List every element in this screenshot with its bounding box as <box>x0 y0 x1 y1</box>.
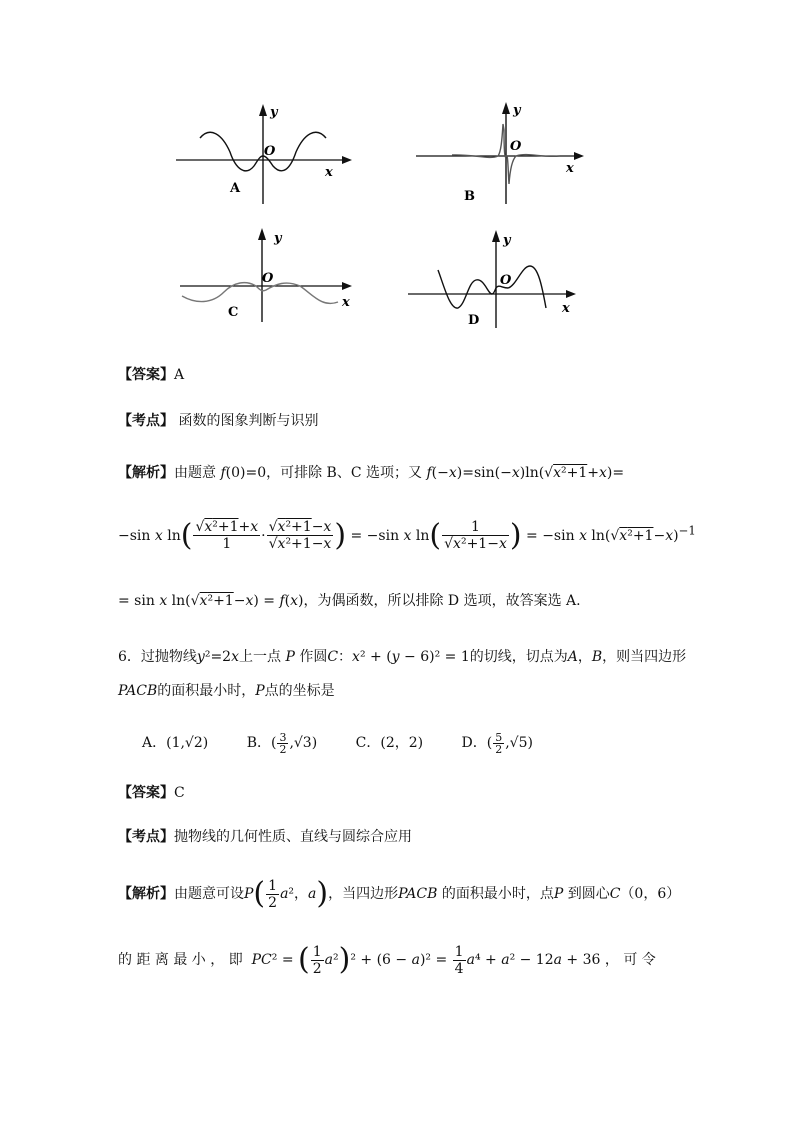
q6-stem-c: 作圆 <box>299 649 328 665</box>
q6-quad-name: PACB <box>118 683 158 699</box>
graph-a-letter: A <box>230 181 241 196</box>
graph-a-y-label: y <box>270 105 278 120</box>
q6-option-c[interactable]: C．(2，2) <box>355 735 424 751</box>
q6-option-a[interactable]: A．(1,√2) <box>142 735 209 751</box>
q5-answer-line <box>118 364 184 386</box>
q5-jiexi-label: 【解析】 <box>118 465 174 481</box>
q6-stem-d: 的切线，切点为 <box>469 649 568 665</box>
q6-stem-line-1: 6．过抛物线y²=2x上一点 P 作圆C：x² + (y − 6)² = 1的切线，切点为A，B，则当四边形 <box>118 649 687 665</box>
q5-jiexi-line-3 <box>118 590 581 612</box>
q6-jiexi-text-5: （0，6） <box>620 886 681 902</box>
q5-jiexi-line-1 <box>118 462 624 484</box>
q6-stem-b: 上一点 <box>239 649 281 665</box>
q6-stem-line-2: PACB的面积最小时，P点的坐标是 <box>118 683 335 699</box>
q6-jiexi-line-1: 【解析】由题意可设P( $\frac{1}{2}$ a²，a)，当四边形PACB 的面积最小时，点P 到圆心C（0，6） <box>118 876 681 911</box>
q5-kaodian-line <box>118 410 318 432</box>
q6-option-b[interactable]: B．( $\frac{3}{2}$ ,√3) <box>246 730 318 756</box>
q6-jiexi-text-1: 由题意可设 <box>174 886 244 902</box>
graph-d-x-label: x <box>562 301 570 316</box>
q5-formula-f0: f(0)=0 <box>220 465 267 481</box>
graph-b-origin-label: O <box>510 139 522 154</box>
q5-jiexi-text-1: 由题意 <box>174 465 216 481</box>
graph-d-origin-label: O <box>500 273 512 288</box>
q6-circle: C：x² + (y − 6)² = 1 <box>327 649 470 665</box>
graph-d <box>404 224 584 334</box>
q5-answer-label: 【答案】 <box>118 367 174 383</box>
q6-options <box>142 730 567 756</box>
graph-b-y-label: y <box>513 103 521 118</box>
graph-d-letter: D <box>468 313 480 328</box>
q6-formula-pc: PC² = ( $\frac{1}{2}$ a²)² + (6 − a)² = $\frac{1}{4}$ a⁴ + a² − 12a + 36 <box>251 942 601 977</box>
q6-stem2-b: 点的坐标是 <box>264 683 335 699</box>
graph-c-letter: C <box>228 305 239 320</box>
q6-parabola: y²=2x <box>196 649 239 665</box>
q6-jiexi-text-3: 的面积最小时，点 <box>441 886 554 902</box>
graph-c-y-label: y <box>274 231 282 246</box>
q6-point-p: P <box>285 649 295 665</box>
graph-b-x-label: x <box>566 161 574 176</box>
q6-kaodian-label: 【考点】 <box>118 829 174 845</box>
graph-b <box>412 100 592 210</box>
q6-kaodian: 抛物线的几何性质、直线与圆综合应用 <box>174 829 412 845</box>
graph-c <box>176 222 360 332</box>
q6-number: 6．过抛物线 <box>118 649 197 665</box>
q6-jiexi-text-2: ，当四边形 <box>328 886 399 902</box>
q5-kaodian: 函数的图象判断与识别 <box>178 413 319 429</box>
q5-jiexi-line-2 <box>118 510 696 553</box>
graph-a-origin-label: O <box>264 144 276 159</box>
q6-answer: C <box>174 785 185 801</box>
q5-formula-f-neg-x: f(−x)=sin(−x)ln(√x²+1+x)= <box>426 465 625 481</box>
q5-formula-step-3: = sin x ln(√x²+1−x) = f(x) <box>118 593 304 609</box>
q6-jiexi-text-6: 的 距 离 最 小 ， 即 <box>118 952 243 968</box>
q6-answer-line <box>118 782 185 804</box>
q6-jiexi-text-4: 到圆心 <box>567 886 610 902</box>
q5-jiexi-text-2: ，可排除 B、C 选项；又 <box>266 465 423 481</box>
q6-stem2: 的面积最小时， <box>157 683 256 699</box>
q5-jiexi-text-3: ，为偶函数，所以排除 D 选项，故答案选 A. <box>303 593 581 609</box>
q6-formula-p: P( $\frac{1}{2}$ a²，a) <box>244 876 329 911</box>
q6-kaodian-line <box>118 826 412 848</box>
q6-jiexi-label: 【解析】 <box>118 886 174 902</box>
q6-option-d[interactable]: D．( $\frac{5}{2}$ ,√5) <box>461 730 533 756</box>
graph-c-origin-label: O <box>262 271 274 286</box>
graph-d-y-label: y <box>503 233 511 248</box>
q6-jiexi-text-7: ， 可 令 <box>604 952 656 968</box>
graph-a <box>170 100 360 210</box>
q5-kaodian-label: 【考点】 <box>118 413 174 429</box>
q6-jiexi-line-2 <box>118 940 656 980</box>
q6-stem-e: ，则当四边形 <box>602 649 687 665</box>
graph-c-x-label: x <box>342 295 350 310</box>
q6-tangent-points: A <box>567 649 578 665</box>
graph-b-letter: B <box>464 189 475 204</box>
q5-formula-step-2: −sin x ln( $\frac{\text{√x²+1+x}}{1}$ · $\frac{\text{√x²+1−x}}{\text{√x²+1−x}}$ ) = −sin x ln( $\frac{1}{\text{√x²+1−x}}$ ) = −sin x $\ln(√x^2+1-x)^{-1}$ <box>118 517 696 553</box>
q6-answer-label: 【答案】 <box>118 785 174 801</box>
graph-a-x-label: x <box>325 165 333 180</box>
q5-answer: A <box>174 367 185 383</box>
